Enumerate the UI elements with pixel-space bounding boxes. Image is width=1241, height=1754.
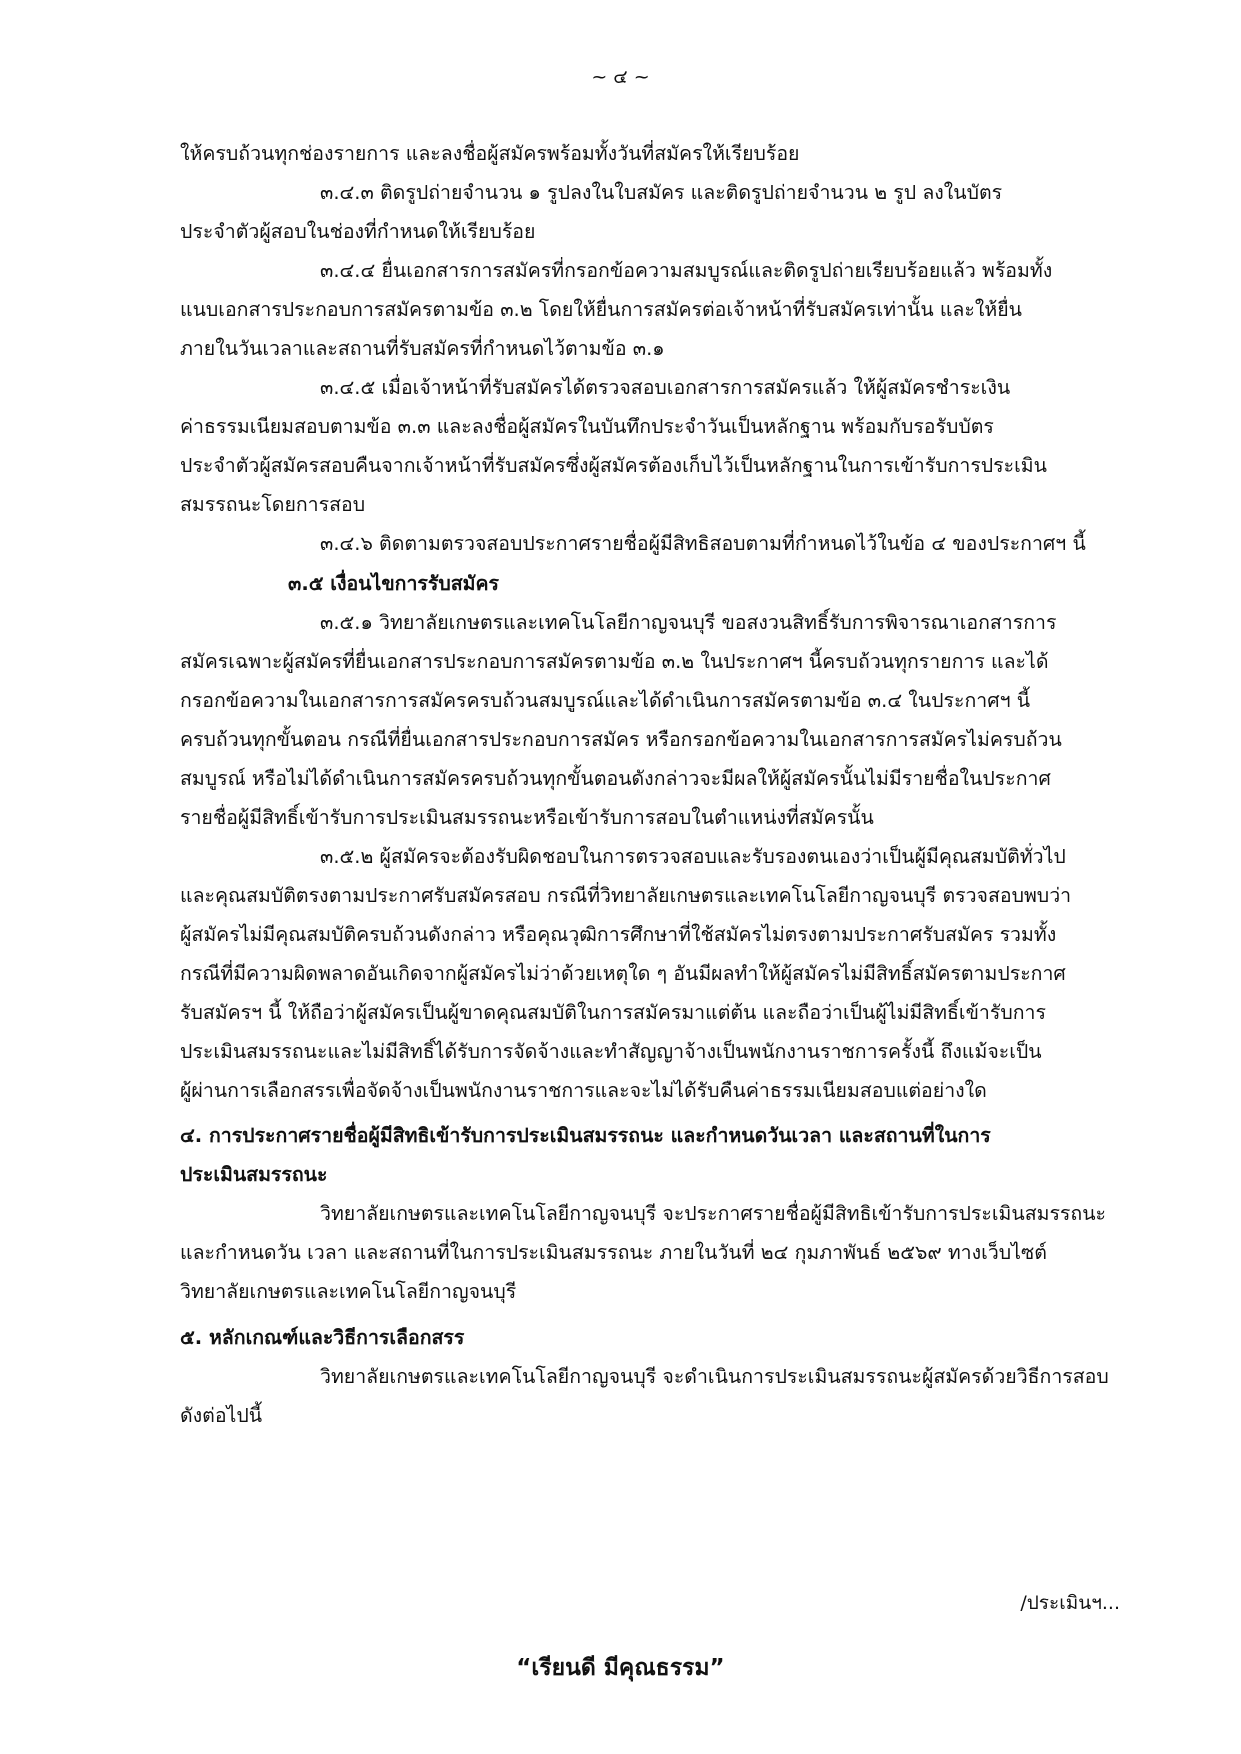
paragraph-line: ผู้สมัครไม่มีคุณสมบัติครบถ้วนดังกล่าว หรือคุณวุฒิการศึกษาที่ใช้สมัครไม่ตรงตามประกาศรับสมัคร รวมทั้ง bbox=[180, 923, 1057, 946]
paragraph-line: วิทยาลัยเกษตรและเทคโนโลยีกาญจนบุรี จะดำเนินการประเมินสมรรถนะผู้สมัครด้วยวิธีการสอบ bbox=[320, 1365, 1109, 1388]
section-heading: ๔. การประกาศรายชื่อผู้มีสิทธิเข้ารับการประเมินสมรรถนะ และกำหนดวันเวลา และสถานที่ในการ bbox=[180, 1124, 991, 1147]
paragraph-line: ๓.๔.๖ ติดตามตรวจสอบประกาศรายชื่อผู้มีสิทธิสอบตามที่กำหนดไว้ในข้อ ๔ ของประกาศฯ นี้ bbox=[320, 532, 1086, 555]
paragraph-line: ผู้ผ่านการเลือกสรรเพื่อจัดจ้างเป็นพนักงานราชการและจะไม่ได้รับคืนค่าธรรมเนียมสอบแต่อย่างใด bbox=[180, 1079, 987, 1102]
paragraph-line: ครบถ้วนทุกขั้นตอน กรณีที่ยื่นเอกสารประกอบการสมัคร หรือกรอกข้อความในเอกสารการสมัครไม่ครบถ้วน bbox=[180, 728, 1062, 751]
paragraph-line: ประเมินสมรรถนะและไม่มีสิทธิ์ได้รับการจัดจ้างและทำสัญญาจ้างเป็นพนักงานราชการครั้งนี้ ถึงแม้จะเป็น bbox=[180, 1040, 1042, 1063]
paragraph-line: สมรรถนะโดยการสอบ bbox=[180, 493, 366, 516]
paragraph-line: ๓.๔.๓ ติดรูปถ่ายจำนวน ๑ รูปลงในใบสมัคร และติดรูปถ่ายจำนวน ๒ รูป ลงในบัตร bbox=[320, 181, 1003, 204]
paragraph-line: กรอกข้อความในเอกสารการสมัครครบถ้วนสมบูรณ์และได้ดำเนินการสมัครตามข้อ ๓.๔ ในประกาศฯ นี้ bbox=[180, 689, 1031, 712]
paragraph-line: แนบเอกสารประกอบการสมัครตามข้อ ๓.๒ โดยให้ยื่นการสมัครต่อเจ้าหน้าที่รับสมัครเท่านั้น และให้ยื่น bbox=[180, 298, 1022, 321]
section-heading: ๕. หลักเกณฑ์และวิธีการเลือกสรร bbox=[180, 1326, 465, 1349]
paragraph-line: ประจำตัวผู้สอบในช่องที่กำหนดให้เรียบร้อย bbox=[180, 220, 536, 243]
footer-motto: “เรียนดี มีคุณธรรม” bbox=[516, 1655, 725, 1681]
page-number: ~ ๔ ~ bbox=[591, 66, 650, 88]
paragraph-line: ๓.๕.๑ วิทยาลัยเกษตรและเทคโนโลยีกาญจนบุรี ขอสงวนสิทธิ์รับการพิจารณาเอกสารการ bbox=[320, 611, 1057, 634]
paragraph-line: ดังต่อไปนี้ bbox=[180, 1404, 263, 1427]
paragraph-line: ภายในวันเวลาและสถานที่รับสมัครที่กำหนดไว้ตามข้อ ๓.๑ bbox=[180, 337, 665, 360]
paragraph-line: ๓.๔.๕ เมื่อเจ้าหน้าที่รับสมัครได้ตรวจสอบเอกสารการสมัครแล้ว ให้ผู้สมัครชำระเงิน bbox=[320, 376, 1011, 399]
paragraph-line: รับสมัครฯ นี้ ให้ถือว่าผู้สมัครเป็นผู้ขาดคุณสมบัติในการสมัครมาแต่ต้น และถือว่าเป็นผู้ไม่มีสิทธิ์เข้ารับการ bbox=[180, 1001, 1046, 1024]
section-heading: ๓.๕ เงื่อนไขการรับสมัคร bbox=[288, 572, 500, 595]
paragraph-line: ประจำตัวผู้สมัครสอบคืนจากเจ้าหน้าที่รับสมัครซึ่งผู้สมัครต้องเก็บไว้เป็นหลักฐานในการเข้ารับการประเมิน bbox=[180, 454, 1047, 477]
paragraph-line: วิทยาลัยเกษตรและเทคโนโลยีกาญจนบุรี bbox=[180, 1280, 517, 1303]
section-heading: ประเมินสมรรถนะ bbox=[180, 1163, 328, 1186]
paragraph-line: สมัครเฉพาะผู้สมัครที่ยื่นเอกสารประกอบการสมัครตามข้อ ๓.๒ ในประกาศฯ นี้ครบถ้วนทุกรายการ และได้ bbox=[180, 650, 1049, 673]
paragraph-line: ๓.๕.๒ ผู้สมัครจะต้องรับผิดชอบในการตรวจสอบและรับรองตนเองว่าเป็นผู้มีคุณสมบัติทั่วไป bbox=[320, 845, 1066, 868]
paragraph-line: ค่าธรรมเนียมสอบตามข้อ ๓.๓ และลงชื่อผู้สมัครในบันทึกประจำวันเป็นหลักฐาน พร้อมกับรอรับบัตร bbox=[180, 415, 994, 438]
paragraph-line: ให้ครบถ้วนทุกช่องรายการ และลงชื่อผู้สมัครพร้อมทั้งวันที่สมัครให้เรียบร้อย bbox=[180, 142, 800, 165]
paragraph-line: รายชื่อผู้มีสิทธิ์เข้ารับการประเมินสมรรถนะหรือเข้ารับการสอบในตำแหน่งที่สมัครนั้น bbox=[180, 806, 874, 829]
paragraph-line: สมบูรณ์ หรือไม่ได้ดำเนินการสมัครครบถ้วนทุกขั้นตอนดังกล่าวจะมีผลให้ผู้สมัครนั้นไม่มีรายชื่อในประกาศ bbox=[180, 767, 1051, 790]
continued-marker: /ประเมินฯ... bbox=[1020, 1592, 1120, 1614]
paragraph-line: และกำหนดวัน เวลา และสถานที่ในการประเมินสมรรถนะ ภายในวันที่ ๒๔ กุมภาพันธ์ ๒๕๖๙ ทางเว็บไซต์ bbox=[180, 1241, 1047, 1264]
paragraph-line: กรณีที่มีความผิดพลาดอันเกิดจากผู้สมัครไม่ว่าด้วยเหตุใด ๆ อันมีผลทำให้ผู้สมัครไม่มีสิทธิ์สมัครตามประกาศ bbox=[180, 962, 1066, 985]
paragraph-line: ๓.๔.๔ ยื่นเอกสารการสมัครที่กรอกข้อความสมบูรณ์และติดรูปถ่ายเรียบร้อยแล้ว พร้อมทั้ง bbox=[320, 259, 1053, 282]
paragraph-line: และคุณสมบัติตรงตามประกาศรับสมัครสอบ กรณีที่วิทยาลัยเกษตรและเทคโนโลยีกาญจนบุรี ตรวจสอบพบว่า bbox=[180, 884, 1072, 907]
paragraph-line: วิทยาลัยเกษตรและเทคโนโลยีกาญจนบุรี จะประกาศรายชื่อผู้มีสิทธิเข้ารับการประเมินสมรรถนะ bbox=[320, 1202, 1107, 1225]
